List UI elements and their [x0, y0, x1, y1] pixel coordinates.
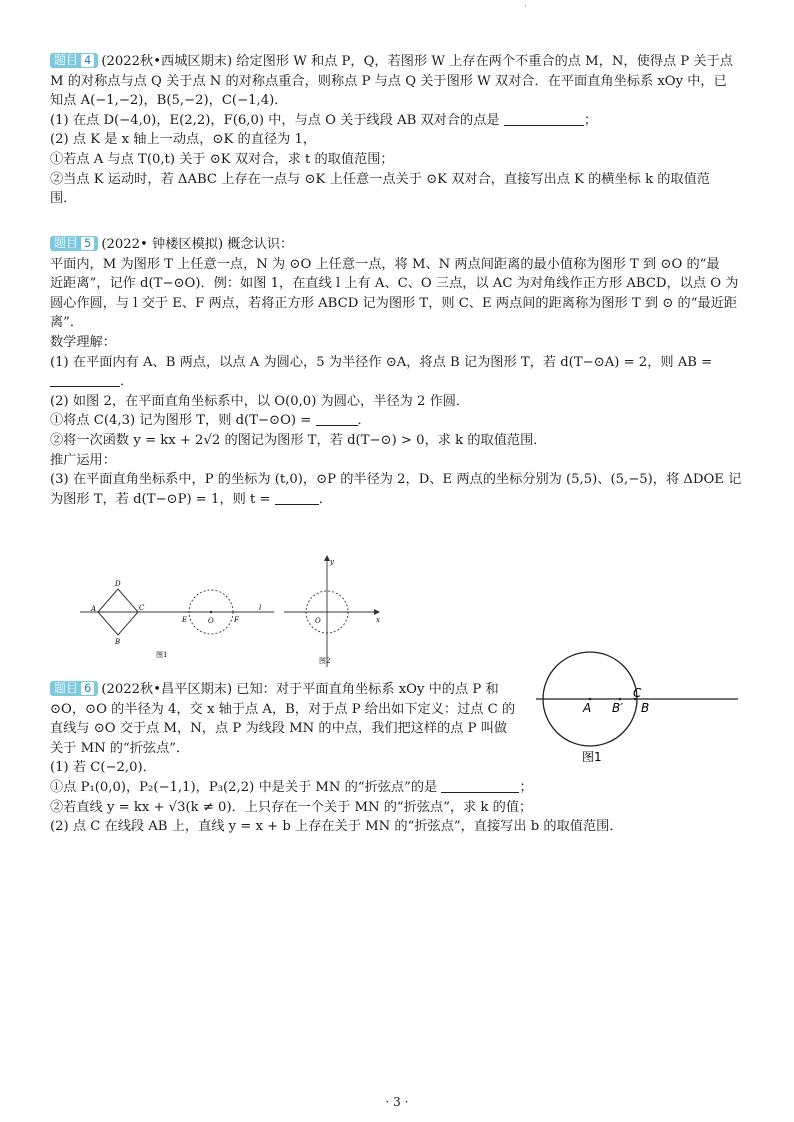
problem-text: (1) 在点 D(−4,0)，E(2,2)，F(6,0) 中，与点 O 关于线段 AB 双对合的点是 [50, 112, 500, 128]
label-l: l [259, 604, 262, 612]
problem-badge: 题目 4 [50, 53, 98, 68]
figure-1-2 [78, 555, 398, 670]
point-a [589, 698, 592, 701]
problem-text: (2022秋•西城区期末) 给定图形 W 和点 P，Q，若图形 W 上存在两个不重合的点 M，N，使得点 P 关于点 [101, 54, 733, 69]
problem-text: 平面内，M 为图形 T 上任意一点，N 为 ⊙O 上任意一点，将 M、N 两点间距离的最小值称为图形 T 到 ⊙O 的“最 [50, 256, 720, 272]
label-x: x [376, 616, 380, 624]
problem-text: 离”． [50, 315, 84, 331]
label-e: E [182, 616, 188, 624]
label-b: B [641, 701, 650, 715]
problem-text: 直线与 ⊙O 交于点 M，N，点 P 为线段 MN 的中点，我们把这样的点 P 叫做 [50, 721, 508, 737]
problem-text: ①若点 A 与点 T(0,t) 关于 ⊙K 双对合，求 t 的取值范围； [50, 151, 394, 167]
problem-text: (1) 若 C(−2,0)． [50, 760, 156, 776]
problem-text: (2) 如图 2，在平面直角坐标系中，以 O(0,0) 为圆心，半径为 2 作圆． [50, 393, 470, 409]
problem-6: 题目 6 (2022秋•昌平区期末) 已知：对于平面直角坐标系 xOy 中的点 P 和 ⊙O，⊙O 的半径为 4，交 x 轴于点 A，B，对于点 P 给出如下定义：过点 C 的 直线与 ⊙O 交于点 M，N，点 P 为线段 MN 的中点，我们把这样的点 P 叫做 关于 MN 的“折弦点”． (1) 若 C(−2,0)． ①点 P₁(0,0)，P₂(−1,1)，P₃(2,2) 中是关于 MN 的“折弦点”的是 ； ②若直线 y = kx + √3(k ≠ 0)．上只存在一个关于 MN 的“折弦点”，求 k 的值； (2) 点 C 在线段 AB 上，直线 y = x + b 上存在关于 MN 的“折弦点”，直接写出 b 的取值范围． [50, 680, 623, 837]
label-o: O [208, 617, 214, 625]
problem-text: (3) 在平面直角坐标系中，P 的坐标为 (t,0)，⊙P 的半径为 2，D、E 两点的坐标分别为 (5,5)、(5,−5)，将 ΔDOE 记 [50, 472, 742, 488]
label-b-prime: B′ [612, 701, 623, 715]
problem-text: 知点 A(−1,−2)，B(5,−2)，C(−1,4)． [50, 93, 288, 109]
problem-text: 围． [50, 191, 77, 207]
problem-text: ⊙O，⊙O 的半径为 4，交 x 轴于点 A，B，对于点 P 给出如下定义：过点 C 的 [50, 701, 516, 717]
figure-caption: 图2 [319, 657, 331, 665]
problem-text: ②若直线 y = kx + √3(k ≠ 0)．上只存在一个关于 MN 的“折弦点”，求 k 的值； [50, 799, 533, 815]
label-c: C [139, 604, 145, 612]
figure-6 [532, 650, 742, 762]
page-number: · 3 · [385, 1095, 409, 1109]
center-point [210, 611, 213, 614]
label-c: C [633, 686, 642, 700]
problem-text: ②将一次函数 y = kx + 2√2 的图记为图形 T，若 d(T−⊙) > 0，求 k 的取值范围． [50, 432, 547, 448]
answer-blank [275, 491, 319, 505]
problem-text: 近距离”，记作 d(T−⊙O)．例：如图 1，在直线 l 上有 A、C、O 三点，以 AC 为对角线作正方形 ABCD，以点 O 为 [50, 276, 739, 292]
problem-text: 数学理解： [50, 334, 116, 350]
label-o: O [315, 617, 321, 625]
label-y: y [330, 558, 334, 566]
problem-text: (1) 在平面内有 A、B 两点，以点 A 为圆心，5 为半径作 ⊙A，将点 B 记为图形 T，若 d(T−⊙A) = 2，则 AB = [50, 354, 713, 370]
problem-text: 推广运用： [50, 452, 116, 468]
problem-text: (2022• 钟楼区模拟) 概念认识： [101, 237, 294, 252]
answer-blank [504, 112, 584, 126]
x-axis-arrow [374, 609, 380, 615]
problem-text: ①点 P₁(0,0)，P₂(−1,1)，P₃(2,2) 中是关于 MN 的“折弦点”的是 [50, 779, 438, 795]
problem-text: 圆心作圆，与 l 交于 E、F 两点，若将正方形 ABCD 记为图形 T，则 C、E 两点间的距离称为图形 T 到 ⊙ 的“最近距 [50, 295, 738, 311]
problem-4: 题目 4 (2022秋•西城区期末) 给定图形 W 和点 P，Q，若图形 W 上存在两个不重合的点 M，N，使得点 P 关于点 M 的对称点与点 Q 关于点 N 的对称点重合，则称点 P 与点 Q 关于图形 W 双对合．在平面直角坐标系 xOy 中，已 知点 A(−1,−2)，B(5,−2)，C(−1,4)． (1) 在点 D(−4,0)，E(2,2)，F(6,0) 中，与点 O 关于线段 AB 双对合的点是 ； (2) 点 K 是 x 轴上一动点，⊙K 的直径为 1， ①若点 A 与点 T(0,t) 关于 ⊙K 双对合，求 t 的取值范围； ②当点 K 运动时，若 ΔABC 上存在一点与 ⊙K 上任意一点关于 ⊙K 双对合，直接写出点 K 的横坐标 k 的取值范 围． [50, 52, 733, 209]
problem-5: 题目 5 (2022• 钟楼区模拟) 概念认识： 平面内，M 为图形 T 上任意一点，N 为 ⊙O 上任意一点，将 M、N 两点间距离的最小值称为图形 T 到 ⊙O 的“最 近距离”，记作 d(T−⊙O)．例：如图 1，在直线 l 上有 A、C、O 三点，以 AC 为对角线作正方形 ABCD，以点 O 为 圆心作圆，与 l 交于 E、F 两点，若将正方形 ABCD 记为图形 T，则 C、E 两点间的距离称为图形 T 到 ⊙ 的“最近距 离”． 数学理解： (1) 在平面内有 A、B 两点，以点 A 为圆心，5 为半径作 ⊙A，将点 B 记为图形 T，若 d(T−⊙A) = 2，则 AB = ． (2) 如图 2，在平面直角坐标系中，以 O(0,0) 为圆心，半径为 2 作圆． ①将点 C(4,3) 记为图形 T，则 d(T−⊙O) = ． ②将一次函数 y = kx + 2√2 的图记为图形 T，若 d(T−⊙) > 0，求 k 的取值范围． 推广运用： (3) 在平面直角坐标系中，P 的坐标为 (t,0)，⊙P 的半径为 2，D、E 两点的坐标分别为 (5,5)、(5,−5)，将 ΔDOE 记 为图形 T，若 d(T−⊙P) = 1，则 t = ． [50, 236, 742, 507]
problem-text: M 的对称点与点 Q 关于点 N 的对称点重合，则称点 P 与点 Q 关于图形 W 双对合．在平面直角坐标系 xOy 中，已 [50, 73, 727, 89]
problem-text: (2022秋•昌平区期末) 已知：对于平面直角坐标系 xOy 中的点 P 和 [101, 682, 499, 697]
label-a: A [91, 605, 97, 613]
label-b: B [115, 638, 121, 646]
top-mark: · [524, 2, 527, 12]
label-d: D [115, 580, 121, 588]
problem-text: ②当点 K 运动时，若 ΔABC 上存在一点与 ⊙K 上任意一点关于 ⊙K 双对合，直接写出点 K 的横坐标 k 的取值范 [50, 171, 710, 187]
problem-text: 为图形 T，若 d(T−⊙P) = 1，则 t = [50, 491, 271, 507]
problem-badge: 题目 5 [50, 236, 98, 251]
problem-text: ①将点 C(4,3) 记为图形 T，则 d(T−⊙O) = [50, 413, 312, 429]
answer-blank [316, 412, 358, 426]
figure-caption: 图1 [582, 750, 602, 762]
problem-text: (2) 点 K 是 x 轴上一动点，⊙K 的直径为 1， [50, 132, 317, 148]
label-a: A [583, 701, 592, 715]
problem-text: 关于 MN 的“折弦点”． [50, 740, 190, 756]
problem-text: (2) 点 C 在线段 AB 上，直线 y = x + b 上存在关于 MN 的“折弦点”，直接写出 b 的取值范围． [50, 819, 623, 835]
figure-caption: 图1 [156, 651, 168, 659]
point-b-prime [619, 698, 622, 701]
answer-blank [441, 779, 519, 793]
answer-blank [50, 373, 120, 387]
problem-badge: 题目 6 [50, 681, 98, 696]
label-f: F [234, 616, 239, 624]
